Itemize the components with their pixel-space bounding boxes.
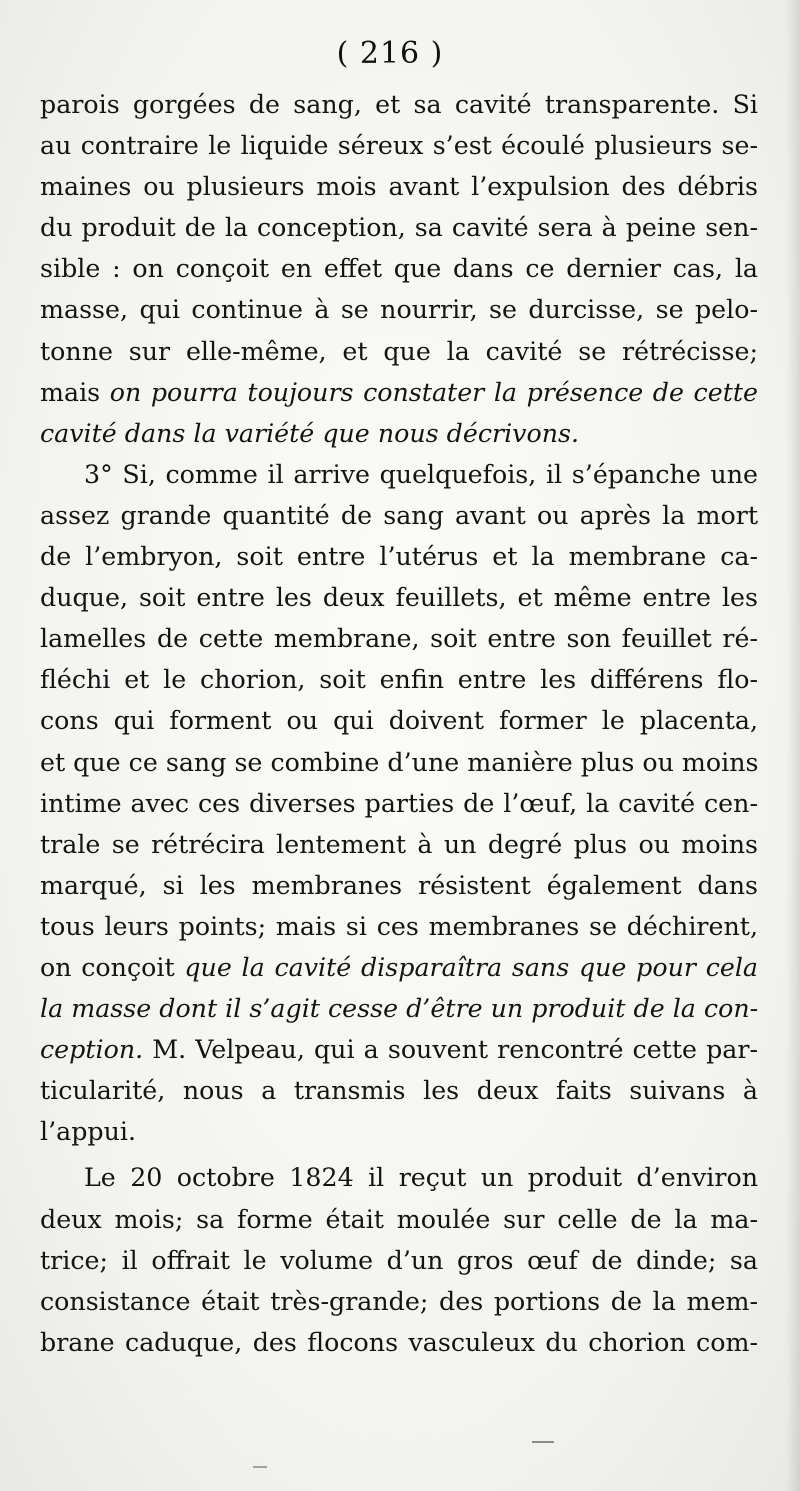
text-line: et que ce sang se combine d’une manière plus ou moins	[40, 747, 759, 777]
print-mark	[532, 1441, 554, 1443]
text-line: masse, qui continue à se nourrir, se durcisse, se pelo-	[40, 295, 758, 325]
italic-text: ception.	[40, 1035, 144, 1065]
text-line: duque, soit entre les deux feuillets, et même entre les	[40, 583, 758, 613]
text-line: 3° Si, comme il arrive quelquefois, il s’épanche une	[84, 459, 758, 489]
italic-text: cavité dans la variété que nous décrivons.	[40, 418, 580, 448]
italic-text: la masse dont il s’agit cesse d’être un produit de la con-	[40, 994, 759, 1024]
text-line: intime avec ces diverses parties de l’œuf, la cavité cen-	[40, 788, 758, 818]
text-line: marqué, si les membranes résistent également dans	[40, 870, 758, 900]
print-mark	[253, 1466, 267, 1468]
text-line: trale se rétrécira lentement à un degré plus ou moins	[40, 829, 758, 859]
text-line: on conçoit que la cavité disparaîtra sans que pour cela	[40, 952, 759, 982]
body-text	[40, 84, 758, 1363]
text-line: ticularité, nous a transmis les deux faits suivans à	[40, 1076, 758, 1106]
text-line: du produit de la conception, sa cavité sera à peine sen-	[40, 213, 758, 243]
text-line: brane caduque, des flocons vasculeux du chorion com-	[40, 1327, 758, 1357]
text-line: mais on pourra toujours constater la présence de cette	[40, 377, 758, 407]
page-number: ( 216 )	[336, 36, 444, 71]
text-line: maines ou plusieurs mois avant l’expulsion des débris	[40, 172, 758, 202]
text-line: ception. M. Velpeau, qui a souvent rencontré cette par-	[40, 1035, 758, 1065]
text-line: cons qui forment ou qui doivent former le placenta,	[40, 706, 758, 736]
text-line: tous leurs points; mais si ces membranes se déchirent,	[40, 911, 758, 941]
text-line: parois gorgées de sang, et sa cavité transparente. Si	[40, 90, 758, 119]
text-line	[40, 988, 758, 1029]
text-line: consistance était très-grande; des portions de la mem-	[40, 1286, 758, 1316]
text-line	[40, 413, 758, 454]
text-line: fléchi et le chorion, soit enfin entre les différens flo-	[40, 665, 758, 695]
text-line: lamelles de cette membrane, soit entre son feuillet ré-	[40, 624, 758, 654]
page-edge-shadow	[786, 0, 800, 1491]
italic-text: on pourra toujours constater la présence de cette	[109, 377, 758, 407]
text-line: assez grande quantité de sang avant ou après la mort	[40, 500, 758, 530]
text-line: Le 20 octobre 1824 il reçut un produit d’environ	[84, 1163, 758, 1193]
text-line: tonne sur elle-même, et que la cavité se rétrécisse;	[40, 336, 758, 366]
text-line: au contraire le liquide séreux s’est écoulé plusieurs se-	[40, 131, 758, 161]
italic-text: que la cavité disparaîtra sans que pour cela	[184, 952, 759, 982]
text-line: trice; il offrait le volume d’un gros œuf de dinde; sa	[40, 1245, 758, 1275]
text-line: de l’embryon, soit entre l’utérus et la membrane ca-	[40, 542, 758, 572]
text-line: sible : on conçoit en effet que dans ce dernier cas, la	[40, 254, 758, 284]
text-line: deux mois; sa forme était moulée sur celle de la ma-	[40, 1204, 758, 1234]
text-line: l’appui.	[40, 1117, 137, 1147]
